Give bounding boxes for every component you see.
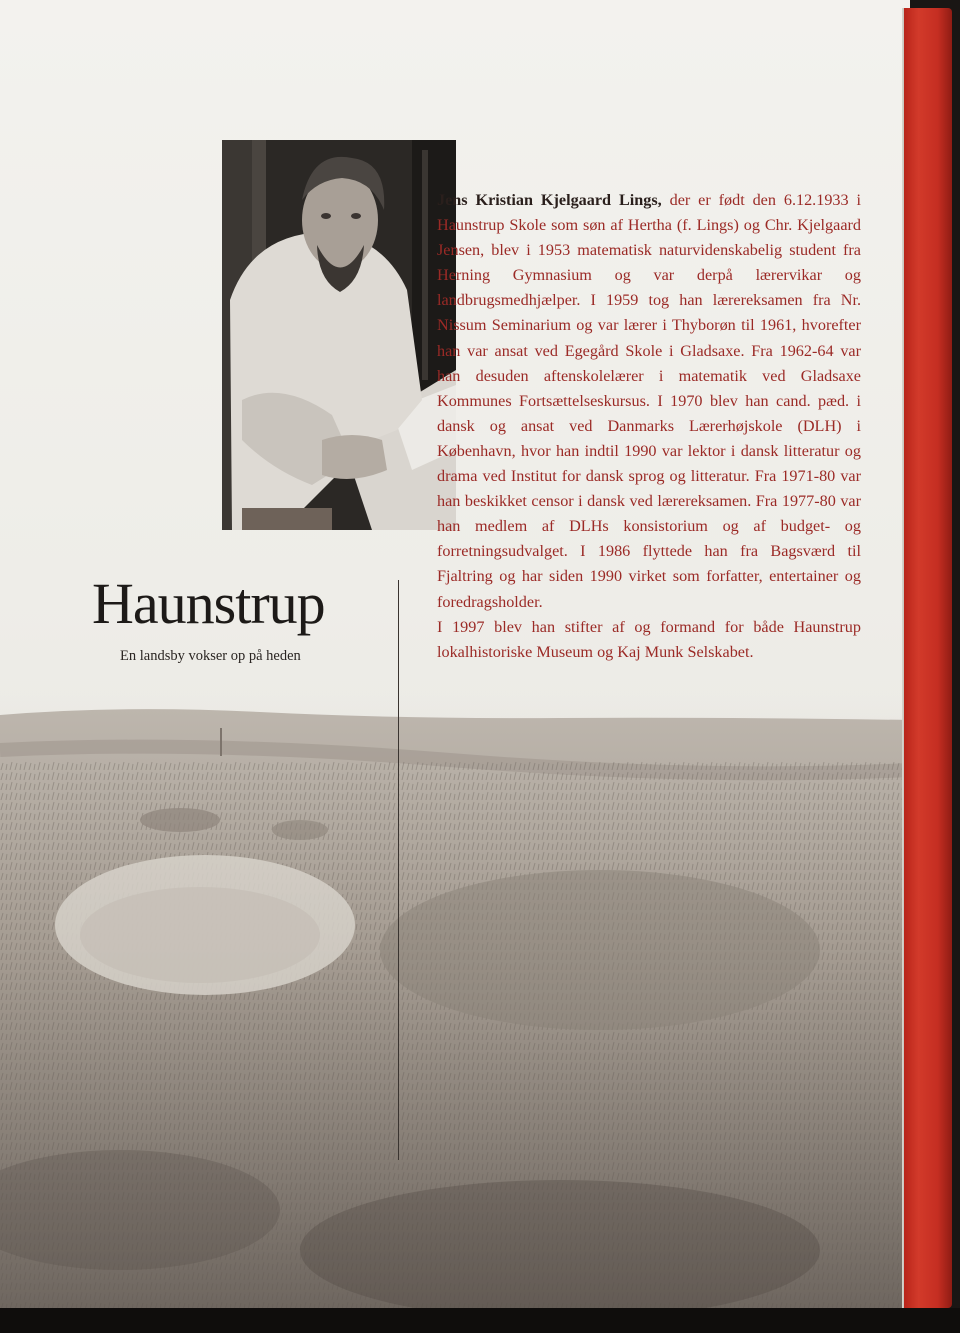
biography-paragraph-2: I 1997 blev han stifter af og formand for både Haunstrup lokalhistoriske Museum og Kaj Munk Selskabet. <box>437 617 861 661</box>
author-portrait-photo <box>222 140 456 530</box>
biography-text-1: der er født den 6.12.1933 i Haunstrup Skole som søn af Hertha (f. Lings) og Chr. Kjelgaard Jensen, blev i 1953 matematisk naturvidenskabelig student fra Herning Gymnasium og var derpå lærervikar og landbrugsmedhjælper. I 1959 tog han lærereksamen fra Nr. Nissum Seminarium og var lærer i Thyborøn til 1961, hvorefter han var ansat ved Egegård Skole i Gladsaxe. Fra 1962-64 var han desuden aftenskolelærer i matematik ved Gladsaxe Kommunes Fortsættelseskursus. I 1970 blev han cand. pæd. i dansk og ansat ved Danmarks Lærerhøjskole (DLH) i København, hvor han indtil 1990 var lektor i dansk litteratur og drama ved Institut for dansk sprog og litteratur. Fra 1971-80 var han beskikket censor i dansk ved lærereksamen. Fra 1977-80 var han medlem af DLHs konsistorium og af budget- og forretningsudvalget. I 1986 flyttede han fra Bagsværd til Fjaltring og har siden 1990 virket som forfatter, entertainer og foredragsholder. <box>437 191 861 611</box>
author-biography <box>437 188 861 665</box>
heath-landscape-photo <box>0 690 910 1308</box>
author-name: Jens Kristian Kjelgaard Lings, <box>437 191 662 209</box>
book-title: Haunstrup <box>92 571 325 636</box>
book-spine <box>904 8 952 1308</box>
book-subtitle: En landsby vokser op på heden <box>120 648 301 664</box>
background-shadow <box>0 1308 960 1333</box>
vertical-divider <box>398 580 399 1160</box>
biography-paragraph-1 <box>437 188 861 615</box>
